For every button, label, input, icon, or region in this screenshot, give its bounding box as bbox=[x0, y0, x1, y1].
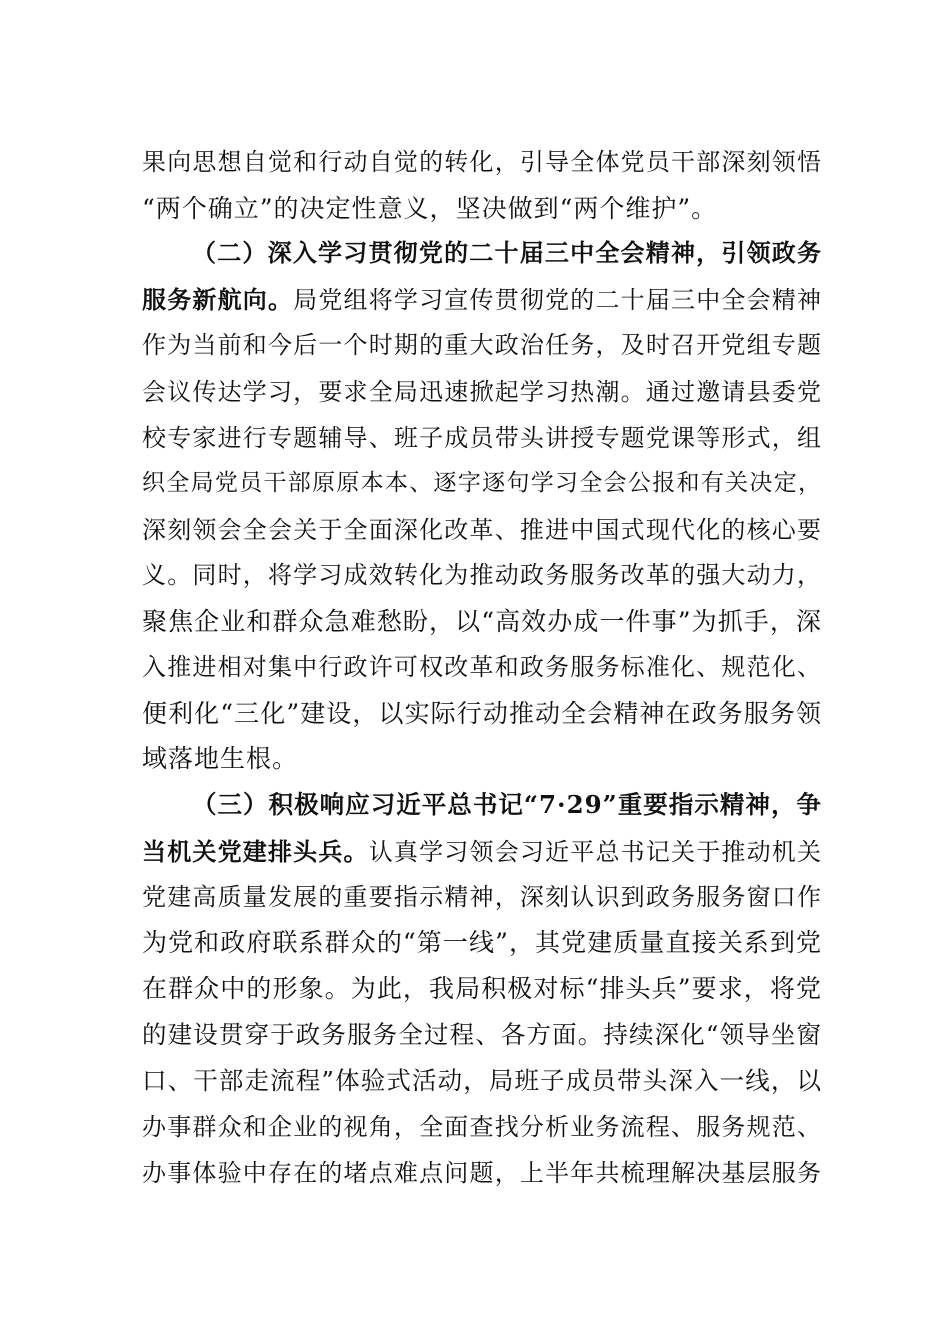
body-text-line: 域落地生根。 bbox=[142, 744, 299, 773]
body-text-line: 义。同时，将学习成效转化为推动政务服务改革的强大动力， bbox=[142, 561, 822, 589]
body-text-line: 为党和政府联系群众的“第一线”，其党建质量直接关系到党 bbox=[142, 928, 822, 957]
body-text-line: 织全局党员干部原原本本、逐字逐句学习全会公报和有关决定， bbox=[142, 470, 822, 496]
section-heading: （二）深入学习贯彻党的二十届三中全会精神，引领政务 bbox=[192, 238, 822, 267]
body-text-line: 会议传达学习，要求全局迅速掀起学习热潮。通过邀请县委党 bbox=[142, 378, 822, 406]
body-text-line: “两个确立”的决定性意义，坚决做到“两个维护”。 bbox=[142, 194, 718, 223]
body-text-line: 办事群众和企业的视角，全面查找分析业务流程、服务规范、 bbox=[142, 1113, 822, 1141]
body-text-line: 聚焦企业和群众急难愁盼，以“高效办成一件事”为抓手，深 bbox=[142, 607, 822, 636]
body-text-line: 办事体验中存在的堵点难点问题，上半年共梳理解决基层服务 bbox=[142, 1159, 822, 1187]
body-text-line: 作为当前和今后一个时期的重大政治任务，及时召开党组专题 bbox=[142, 331, 822, 359]
body-text-line: 的建设贯穿于政务服务全过程、各方面。持续深化“领导坐窗 bbox=[142, 1020, 822, 1049]
section-heading-end: 当机关党建排头兵。 bbox=[142, 837, 369, 866]
body-text-line: 党建高质量发展的重要指示精神，深刻认识到政务服务窗口作 bbox=[142, 883, 822, 911]
body-text-line: 入推进相对集中行政许可权改革和政务服务标准化、规范化、 bbox=[142, 653, 822, 681]
body-text-line: 在群众中的形象。为此，我局积极对标“排头兵”要求，将党 bbox=[142, 974, 822, 1003]
body-text-run: 认真学习领会习近平总书记关于推动机关 bbox=[368, 838, 823, 866]
body-text-run: 局党组将学习宣传贯彻党的二十届三中全会精神 bbox=[293, 286, 823, 314]
section-heading-end: 服务新航向。 bbox=[142, 285, 294, 314]
body-text-line bbox=[142, 827, 822, 877]
body-text-line: 便利化“三化”建设，以实际行动推动全会精神在政务服务领 bbox=[142, 699, 822, 728]
body-text-line: 校专家进行专题辅导、班子成员带头讲授专题党课等形式，组 bbox=[142, 424, 822, 452]
section-heading: （三）积极响应习近平总书记“7·29”重要指示精神，争 bbox=[192, 790, 822, 819]
body-text-line: 口、干部走流程”体验式活动，局班子成员带头深入一线，以 bbox=[142, 1066, 822, 1095]
body-text-line: 深刻领会全会关于全面深化改革、推进中国式现代化的核心要 bbox=[142, 516, 822, 544]
body-text-line bbox=[142, 275, 822, 325]
body-text-line: 果向思想自觉和行动自觉的转化，引导全体党员干部深刻领悟 bbox=[142, 148, 822, 176]
